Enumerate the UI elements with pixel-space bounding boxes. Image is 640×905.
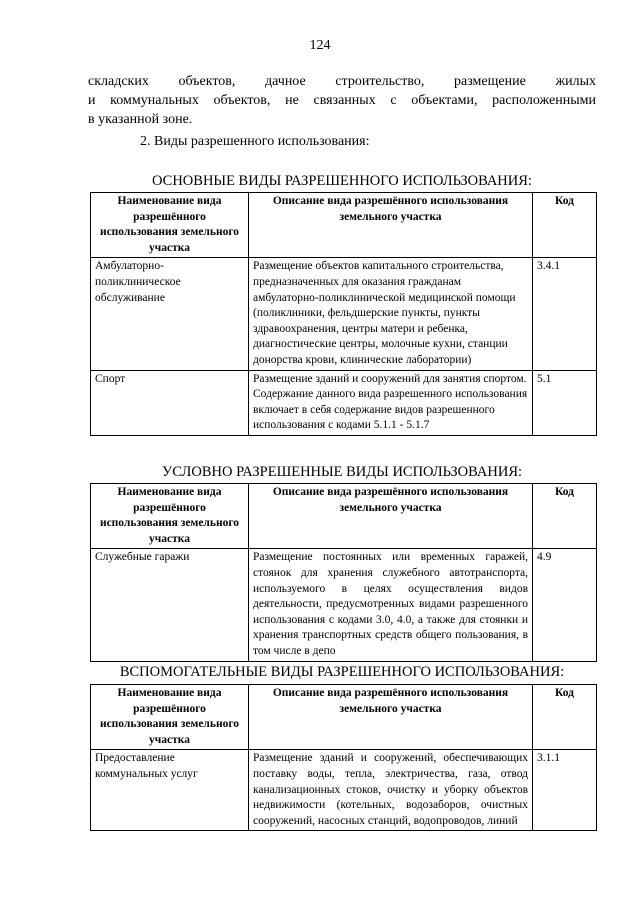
table-conditional-uses <box>90 483 597 662</box>
table-auxiliary-uses <box>90 684 597 831</box>
table-row <box>91 258 597 370</box>
subheading: 2. Виды разрешенного использования: <box>140 134 370 149</box>
table-row <box>91 370 597 435</box>
header-name: Наименование вида разрешённого использования земельного участка <box>91 193 249 258</box>
header-code: Код <box>533 193 597 258</box>
header-code: Код <box>533 685 597 750</box>
cell-name: Амбулаторно-поликлиническое обслуживание <box>91 258 249 370</box>
table-header-row <box>91 685 597 750</box>
cell-code: 5.1 <box>533 370 597 435</box>
cell-name: Служебные гаражи <box>91 549 249 661</box>
section-title-conditional: УСЛОВНО РАЗРЕШЕННЫЕ ВИДЫ ИСПОЛЬЗОВАНИЯ: <box>161 464 523 480</box>
cell-code: 3.1.1 <box>533 750 597 831</box>
intro-line: складских объектов, дачное строительство, размещение жилых <box>88 74 596 89</box>
cell-description: Размещение зданий и сооружений для занятия спортом. Содержание данного вида разрешенного использования включает в себя содержание видов разрешенного использования с кодами 5.1.1 - 5.1.7 <box>249 370 533 435</box>
intro-line: и коммунальных объектов, не связанных с объектами, расположенными <box>88 93 596 108</box>
table-row <box>91 750 597 831</box>
cell-name: Спорт <box>91 370 249 435</box>
table-header-row <box>91 484 597 549</box>
header-description: Описание вида разрешённого использования земельного участка <box>249 193 533 258</box>
cell-code: 4.9 <box>533 549 597 661</box>
table-main-uses <box>90 192 597 436</box>
section-title-auxiliary: ВСПОМОГАТЕЛЬНЫЕ ВИДЫ РАЗРЕШЕННОГО ИСПОЛЬЗОВАНИЯ: <box>119 664 565 680</box>
table-header-row <box>91 193 597 258</box>
header-name: Наименование вида разрешённого использования земельного участка <box>91 484 249 549</box>
cell-description: Размещение зданий и сооружений, обеспечивающих поставку воды, тепла, электричества, газа, отвод канализационных стоков, очистку и уборку объектов недвижимости (котельных, водозаборов, очистных сооружений, насосных станций, водопроводов, линий <box>249 750 533 831</box>
table-row <box>91 549 597 661</box>
cell-description: Размещение объектов капитального строительства, предназначенных для оказания гражданам амбулаторно-поликлинической медицинской помощи (поликлиники, фельдшерские пункты, пункты здравоохранения, центры матери и ребенка, диагностические центры, молочные кухни, станции донорства крови, клинические лаборатории) <box>249 258 533 370</box>
page-number: 124 <box>309 38 331 53</box>
cell-code: 3.4.1 <box>533 258 597 370</box>
section-title-main: ОСНОВНЫЕ ВИДЫ РАЗРЕШЕННОГО ИСПОЛЬЗОВАНИЯ: <box>152 173 532 189</box>
cell-name: Предоставление коммунальных услуг <box>91 750 249 831</box>
cell-description: Размещение постоянных или временных гаражей, стоянок для хранения служебного автотранспорта, используемого в целях осуществления видов деятельности, предусмотренных видами разрешенного использования с кодами 3.0, 4.0, а также для стоянки и хранения транспортных средств общего пользования, в том числе в депо <box>249 549 533 661</box>
intro-line: в указанной зоне. <box>88 112 193 127</box>
intro-paragraph <box>88 72 596 129</box>
header-name: Наименование вида разрешённого использования земельного участка <box>91 685 249 750</box>
header-description: Описание вида разрешённого использования земельного участка <box>249 685 533 750</box>
header-code: Код <box>533 484 597 549</box>
header-description: Описание вида разрешённого использования земельного участка <box>249 484 533 549</box>
